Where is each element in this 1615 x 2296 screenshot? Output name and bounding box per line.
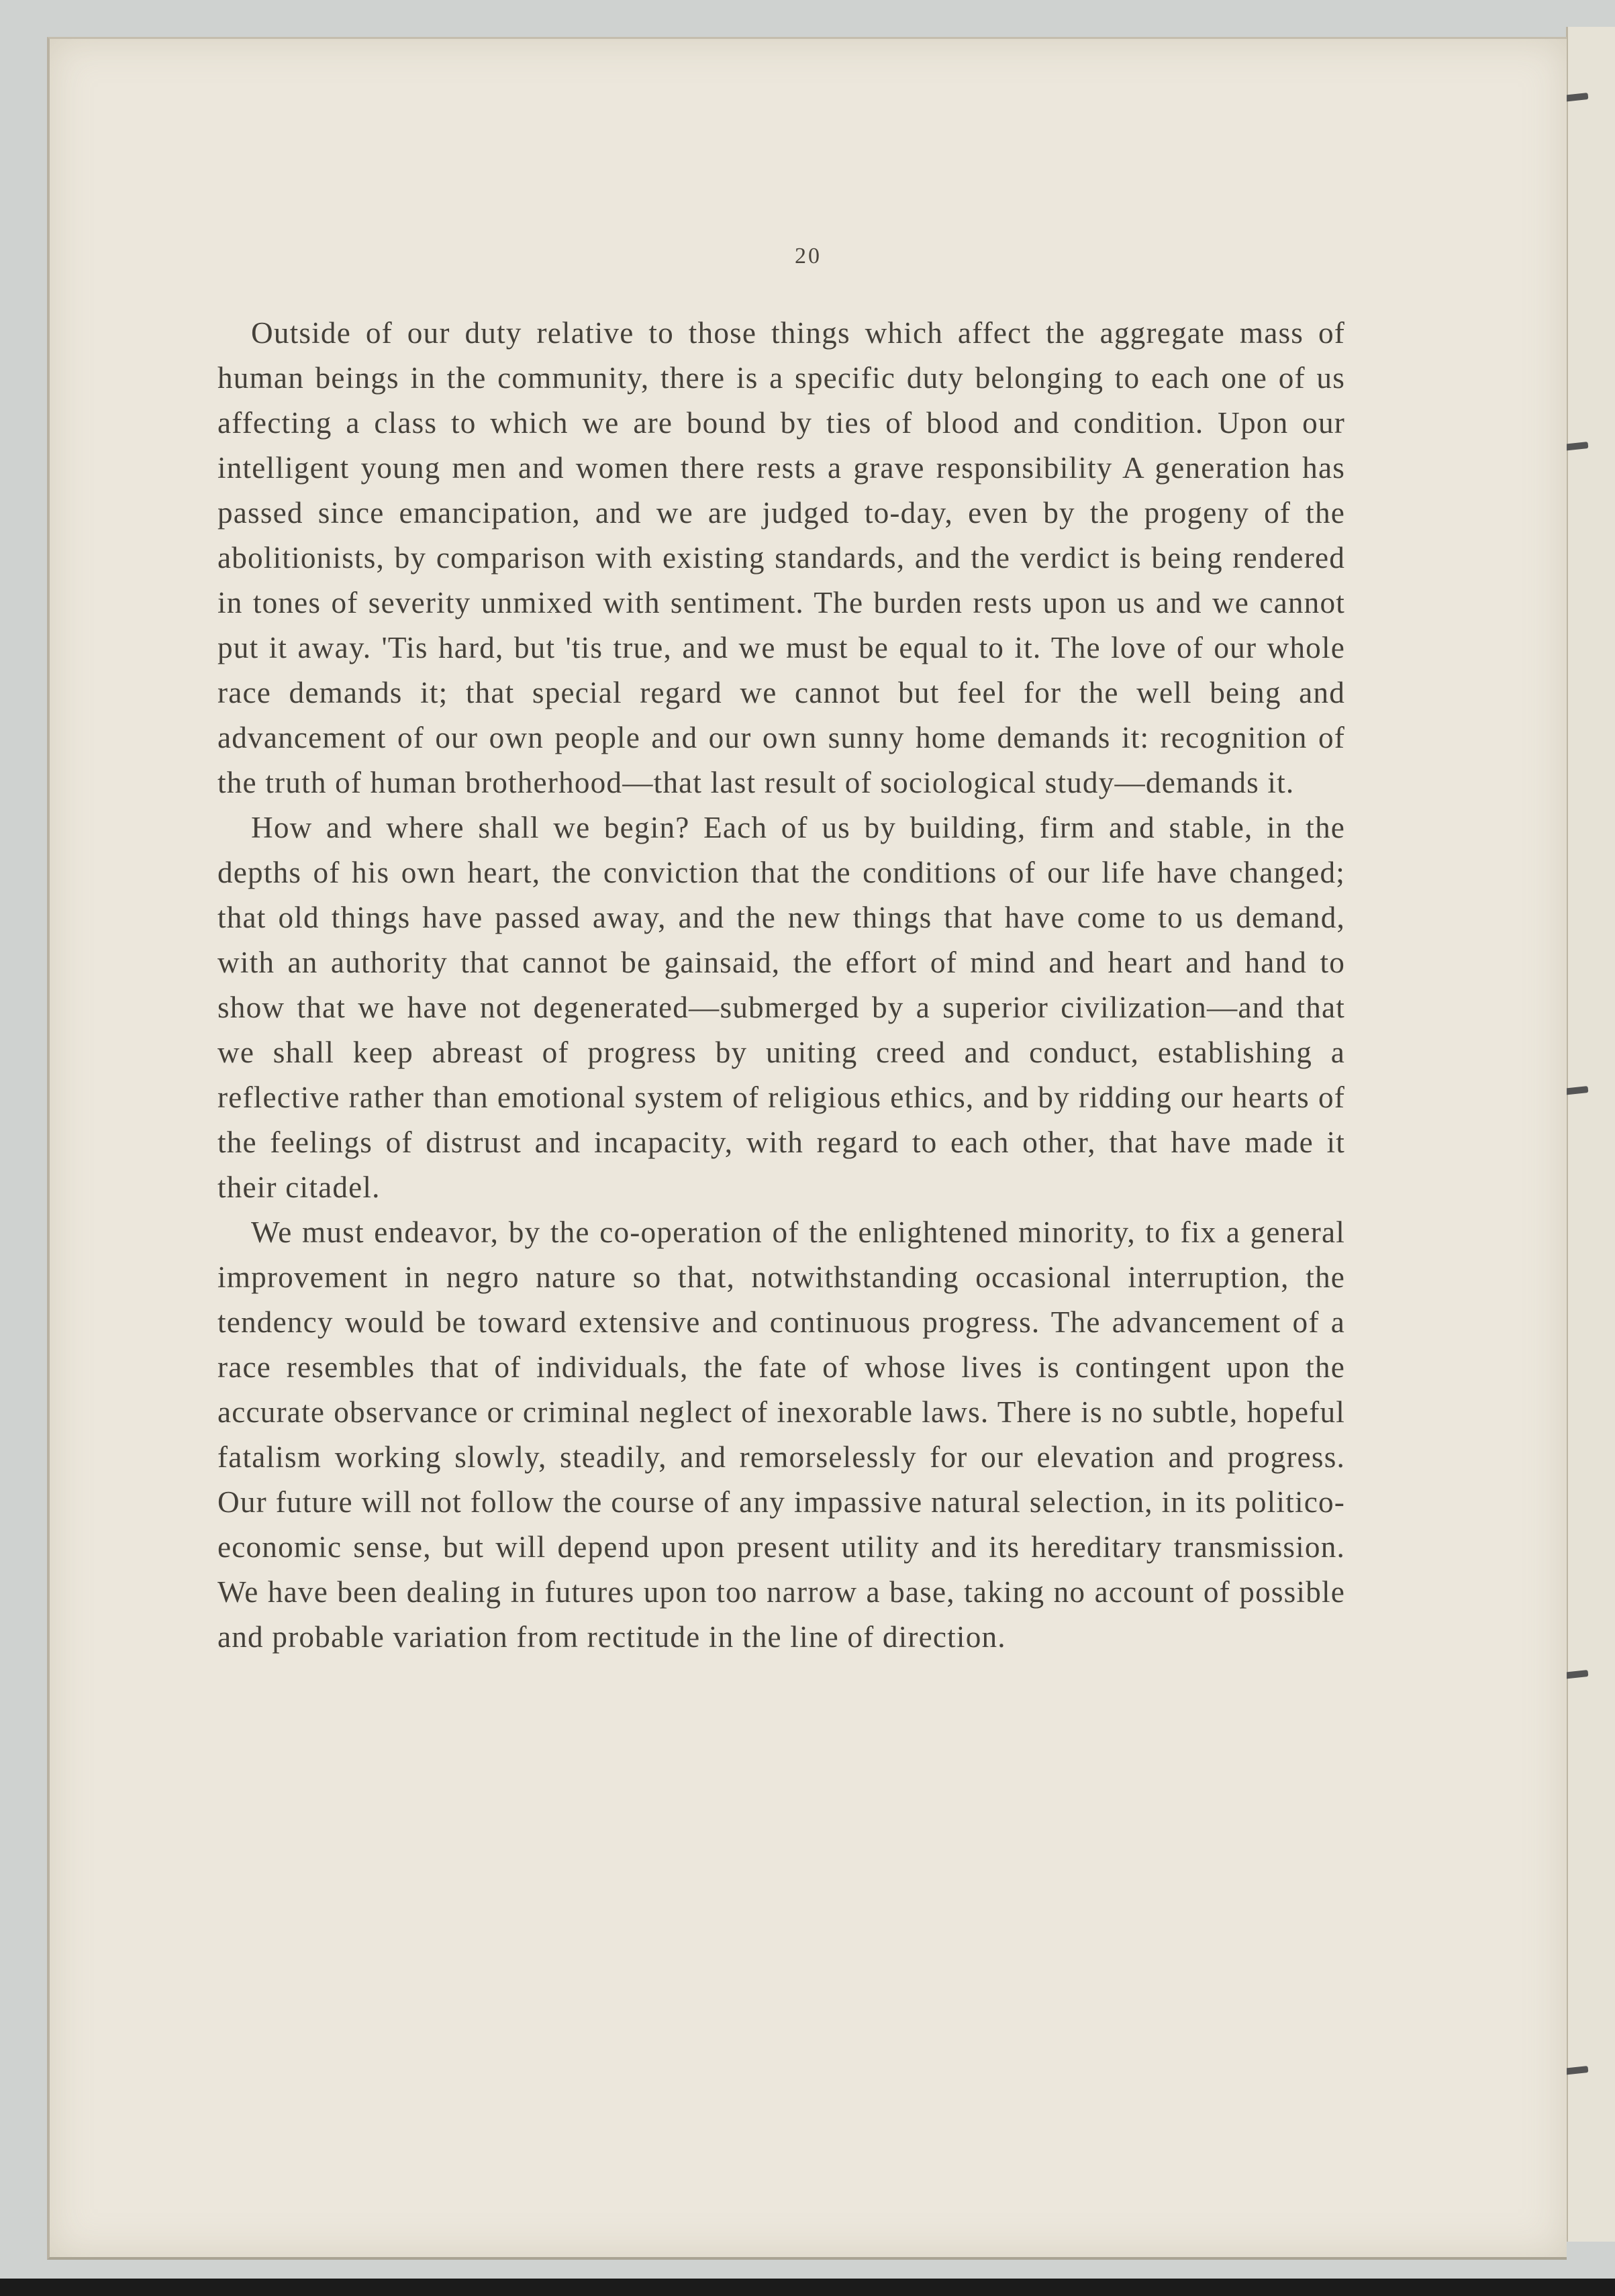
page-body: [217, 311, 1345, 1660]
paragraph-1: Outside of our duty relative to those things which affect the aggregate mass of human beings in the community, there is a specific duty belonging to each one of us affecting a class to which we are bound by ties of blood and condition. Upon our intelligent young men and women there rests a grave responsibility A generation has passed since emancipation, and we are judged to-day, even by the progeny of the abolitionists, by comparison with existing standards, and the verdict is being rendered in tones of severity unmixed with sentiment. The burden rests upon us and we cannot put it away. 'Tis hard, but 'tis true, and we must be equal to it. The love of our whole race demands it; that special regard we cannot but feel for the well being and advancement of our own people and our own sunny home demands it: recognition of the truth of human brotherhood—that last result of sociological study—demands it.: [217, 316, 1345, 799]
binding-edge: [1566, 27, 1615, 2242]
document-page: [47, 37, 1567, 2260]
paragraph-2: How and where shall we begin? Each of us by building, firm and stable, in the depths of his own heart, the conviction that the conditions of our life have changed; that old things have passed away, and the new things that have come to us demand, with an authority that cannot be gainsaid, the effort of mind and heart and hand to show that we have not degenerated—submerged by a superior civilization—and that we shall keep abreast of progress by uniting creed and conduct, establishing a reflective rather than emotional system of religious ethics, and by ridding our hearts of the feelings of distrust and incapacity, with regard to each other, that have made it their citadel.: [217, 811, 1345, 1204]
scan-bottom-edge: [0, 2279, 1615, 2296]
paragraph-3: We must endeavor, by the co-operation of the enlightened minority, to fix a general improvement in negro nature so that, notwithstanding occasional interruption, the tendency would be toward extensive and continuous progress. The advancement of a race resembles that of individuals, the fate of whose lives is contingent upon the accurate observance or criminal neglect of inexorable laws. There is no subtle, hopeful fatalism working slowly, steadily, and remorselessly for our elevation and progress. Our future will not follow the course of any impassive natural selection, in its politico-economic sense, but will depend upon present utility and its hereditary transmission. We have been dealing in futures upon too narrow a base, taking no account of possible and probable variation from rectitude in the line of direction.: [217, 1215, 1345, 1654]
page-number: 20: [795, 244, 822, 268]
